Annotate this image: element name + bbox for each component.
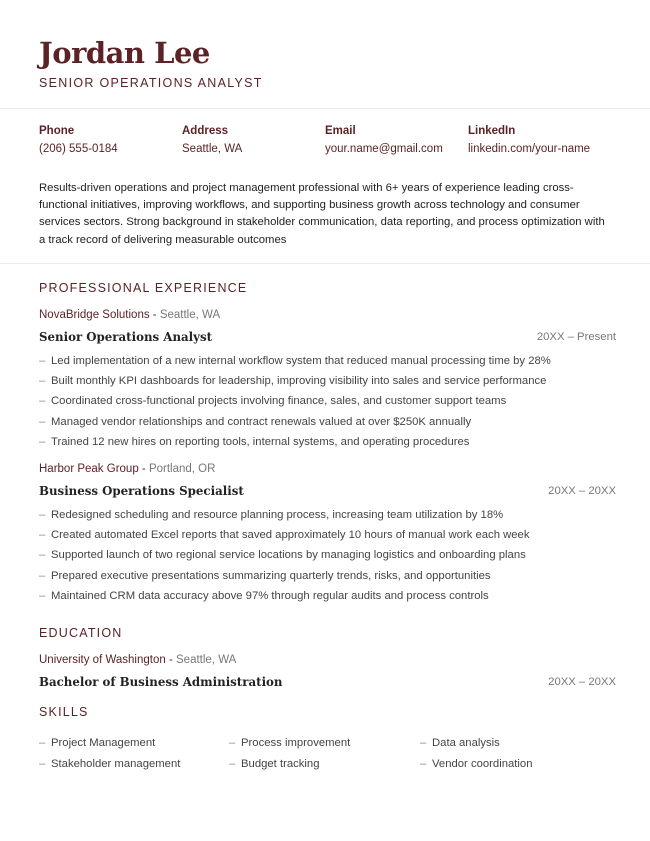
bullet-text: Created automated Excel reports that saved approximately 10 hours of manual work each week bbox=[51, 529, 530, 542]
list-item bbox=[39, 434, 616, 454]
separator: - bbox=[138, 463, 149, 475]
bullet-dash: – bbox=[39, 569, 46, 582]
list-item bbox=[39, 588, 616, 608]
experience-entry bbox=[39, 309, 616, 454]
candidate-name: Jordan Lee bbox=[39, 36, 210, 70]
job-dates: 20XX – Present bbox=[536, 331, 616, 343]
bullet-dash: – bbox=[39, 355, 46, 367]
section-title-skills: SKILLS bbox=[39, 705, 89, 719]
degree-title: Bachelor of Business Administration bbox=[39, 675, 283, 689]
job-title: Senior Operations Analyst bbox=[39, 330, 213, 344]
bullet-dash: – bbox=[39, 375, 46, 388]
bullet-text: Prepared executive presentations summarizing quarterly trends, risks, and opportunities bbox=[51, 569, 491, 582]
school-name: University of Washington bbox=[39, 654, 166, 666]
list-item bbox=[39, 393, 616, 413]
bullet-list bbox=[39, 507, 616, 608]
skill-item bbox=[39, 756, 229, 773]
section-title-experience: PROFESSIONAL EXPERIENCE bbox=[39, 281, 248, 295]
skill-text: Budget tracking bbox=[241, 758, 320, 770]
section-title-education: EDUCATION bbox=[39, 626, 123, 640]
list-item bbox=[39, 414, 616, 434]
contact-address bbox=[182, 125, 325, 155]
bullet-dash: – bbox=[229, 758, 236, 770]
bullet-dash: – bbox=[39, 549, 46, 562]
bullet-text: Maintained CRM data accuracy above 97% through regular audits and process controls bbox=[51, 589, 489, 602]
job-title: Business Operations Specialist bbox=[39, 484, 244, 498]
bullet-text: Managed vendor relationships and contract renewals valued at over $250K annually bbox=[51, 415, 472, 428]
org-line bbox=[39, 309, 616, 325]
skill-text: Data analysis bbox=[432, 737, 500, 749]
contact-phone bbox=[39, 125, 182, 155]
list-item bbox=[39, 507, 616, 527]
skill-item bbox=[229, 756, 420, 773]
separator: - bbox=[149, 309, 160, 321]
bullet-text: Built monthly KPI dashboards for leadership, improving visibility into sales and service performance bbox=[51, 375, 547, 388]
company-name: Harbor Peak Group bbox=[39, 463, 139, 475]
skill-item bbox=[420, 735, 616, 752]
list-item bbox=[39, 547, 616, 567]
linkedin-value: linkedin.com/your-name bbox=[468, 143, 591, 155]
bullet-dash: – bbox=[420, 737, 427, 749]
bullet-dash: – bbox=[39, 509, 46, 521]
org-line bbox=[39, 463, 616, 479]
phone-value: (206) 555-0184 bbox=[39, 143, 118, 155]
bullet-dash: – bbox=[420, 758, 427, 770]
contact-linkedin bbox=[468, 125, 611, 155]
summary-divider bbox=[0, 263, 650, 264]
skill-text: Stakeholder management bbox=[51, 758, 181, 770]
skills-grid bbox=[39, 735, 616, 773]
bullet-dash: – bbox=[39, 529, 46, 542]
title-line bbox=[39, 482, 616, 500]
education-dates: 20XX – 20XX bbox=[548, 676, 616, 688]
contact-email bbox=[325, 125, 468, 155]
contact-label: Email bbox=[325, 125, 356, 137]
contact-label: Address bbox=[182, 125, 229, 137]
title-line bbox=[39, 673, 616, 691]
list-item bbox=[39, 568, 616, 588]
org-line bbox=[39, 654, 616, 670]
skill-item bbox=[229, 735, 420, 752]
separator: - bbox=[165, 654, 176, 666]
bullet-text: Trained 12 new hires on reporting tools, internal systems, and operating procedures bbox=[51, 435, 470, 448]
contact-row bbox=[39, 125, 611, 155]
bullet-text: Coordinated cross-functional projects involving finance, sales, and customer support teams bbox=[51, 395, 507, 408]
bullet-text: Redesigned scheduling and resource planning process, increasing team utilization by 18% bbox=[51, 509, 504, 521]
address-value: Seattle, WA bbox=[182, 143, 243, 155]
contact-label: LinkedIn bbox=[468, 125, 516, 137]
bullet-text: Led implementation of a new internal workflow system that reduced manual processing time by 28% bbox=[51, 355, 551, 367]
bullet-list bbox=[39, 353, 616, 454]
bullet-dash: – bbox=[39, 435, 46, 448]
company-name: NovaBridge Solutions bbox=[39, 309, 150, 321]
company-location: Seattle, WA bbox=[159, 309, 221, 321]
skill-text: Project Management bbox=[51, 737, 156, 749]
list-item bbox=[39, 353, 616, 373]
summary-paragraph: Results-driven operations and project management professional with 6+ years of experience leading cross-functional initiatives, improving workflows, and supporting business growth across technology and consumer services sectors. Strong background in stakeholder communication, data reporting, and process optimization with a track record of delivering measurable outcomes bbox=[39, 182, 605, 246]
list-item bbox=[39, 373, 616, 393]
contact-label: Phone bbox=[39, 125, 75, 137]
bullet-dash: – bbox=[39, 395, 46, 408]
skill-item bbox=[420, 756, 616, 773]
skill-text: Process improvement bbox=[241, 737, 351, 749]
education-entry bbox=[39, 654, 616, 691]
email-value: your.name@gmail.com bbox=[325, 143, 443, 155]
experience-entry bbox=[39, 463, 616, 608]
bullet-dash: – bbox=[39, 589, 46, 602]
skill-item bbox=[39, 735, 229, 752]
job-dates: 20XX – 20XX bbox=[548, 485, 616, 497]
title-line bbox=[39, 328, 616, 346]
list-item bbox=[39, 527, 616, 547]
school-location: Seattle, WA bbox=[176, 654, 237, 666]
bullet-dash: – bbox=[39, 415, 46, 428]
bullet-dash: – bbox=[39, 737, 46, 749]
skill-text: Vendor coordination bbox=[432, 758, 533, 770]
bullet-dash: – bbox=[229, 737, 236, 749]
bullet-dash: – bbox=[39, 758, 46, 770]
candidate-role: SENIOR OPERATIONS ANALYST bbox=[39, 76, 263, 90]
header-divider bbox=[0, 108, 650, 109]
company-location: Portland, OR bbox=[148, 463, 216, 475]
bullet-text: Supported launch of two regional service locations by managing logistics and onboarding plans bbox=[51, 549, 526, 562]
